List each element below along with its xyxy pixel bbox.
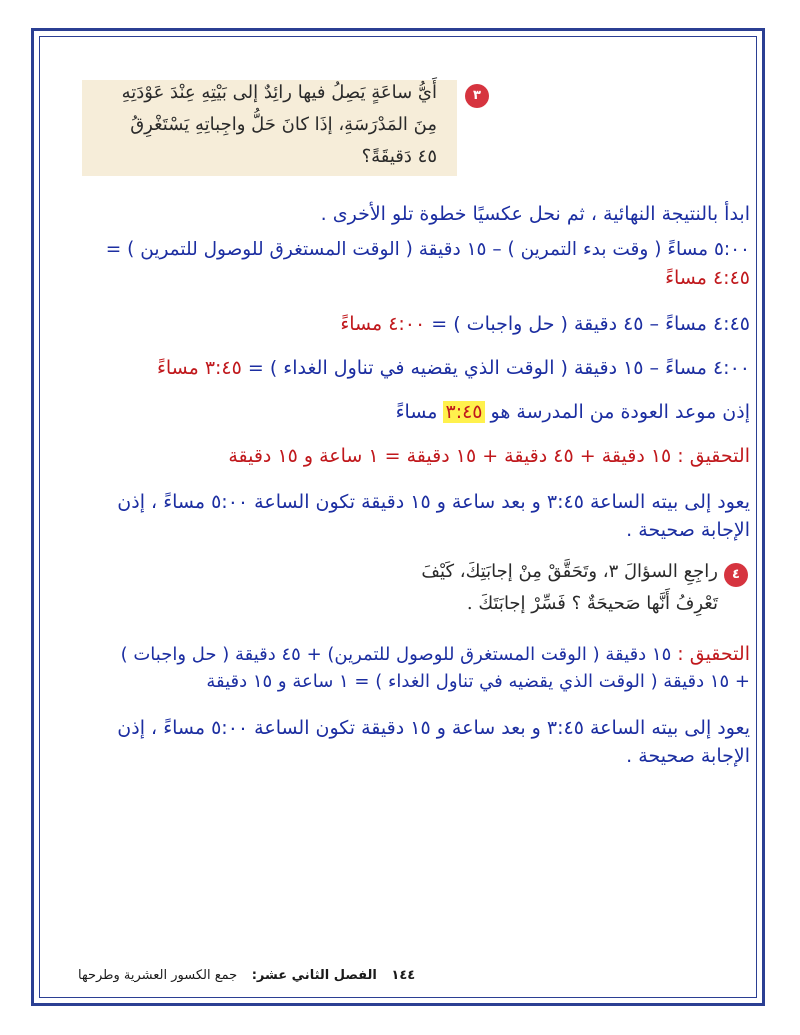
solution-intro: ابدأ بالنتيجة النهائية ، ثم نحل عكسيًا خطوة تلو الأخرى . bbox=[320, 203, 750, 225]
question-3-line-1: أَيُّ ساعَةٍ يَصِلُ فيها رائِدٌ إلى بَيْتِهِ عِنْدَ عَوْدَتِهِ bbox=[121, 82, 437, 103]
solution2-check-text-1: ١٥ دقيقة ( الوقت المستغرق للوصول للتمرين) + ٤٥ دقيقة ( حل واجبات ) bbox=[120, 644, 672, 665]
question-3-line-3: ٤٥ دَقيقَةً؟ bbox=[361, 146, 437, 167]
question-3-box bbox=[82, 80, 481, 176]
solution2-check-label: التحقيق : bbox=[671, 643, 750, 665]
question-4-number-badge: ٤ bbox=[724, 563, 748, 587]
footer-page-number: ١٤٤ bbox=[391, 968, 416, 983]
solution-step-3-result: ٣:٤٥ مساءً bbox=[156, 357, 242, 379]
solution2-check-line-2: + ١٥ دقيقة ( الوقت الذي يقضيه في تناول الغداء ) = ١ ساعة و ١٥ دقيقة bbox=[206, 671, 750, 692]
solution-step-2 bbox=[340, 310, 750, 338]
solution-verify-line-2: الإجابة صحيحة . bbox=[626, 519, 750, 541]
solution-step-1: ٥:٠٠ مساءً ( وقت بدء التمرين ) – ١٥ دقيقة ( الوقت المستغرق للوصول للتمرين ) = bbox=[105, 239, 750, 260]
question-4-line-2: تَعْرِفُ أَنَّها صَحيحَةٌ ؟ فَسِّرْ إجابَتَكَ . bbox=[466, 593, 718, 614]
solution-check: التحقيق : ١٥ دقيقة + ٤٥ دقيقة + ١٥ دقيقة = ١ ساعة و ١٥ دقيقة bbox=[228, 445, 750, 467]
question-3-line-2: مِنَ المَدْرَسَةِ، إذَا كانَ حَلُّ واجِباتِهِ يَسْتَغْرِقُ bbox=[130, 114, 437, 135]
question-3-number-badge: ٣ bbox=[465, 84, 489, 108]
solution2-verify-line-1: يعود إلى بيته الساعة ٣:٤٥ و بعد ساعة و ١٥ دقيقة تكون الساعة ٥:٠٠ مساءً ، إذن bbox=[117, 717, 750, 739]
conclusion-highlighted-time: ٣:٤٥ bbox=[445, 401, 483, 423]
footer-chapter: الفصل الثاني عشر: bbox=[251, 968, 377, 983]
conclusion-prefix: إذن موعد العودة من المدرسة هو bbox=[484, 401, 750, 423]
question-4-line-1: راجِعِ السؤالَ ٣، وتَحَقَّقْ مِنْ إجابَتِكَ، كَيْفَ bbox=[421, 561, 718, 582]
solution2-verify-line-2: الإجابة صحيحة . bbox=[626, 745, 750, 767]
page-footer bbox=[78, 968, 415, 983]
footer-topic: جمع الكسور العشرية وطرحها bbox=[78, 968, 238, 983]
solution-step-2-text: ٤:٤٥ مساءً – ٤٥ دقيقة ( حل واجبات ) = bbox=[425, 313, 750, 335]
solution-step-1-result: ٤:٤٥ مساءً bbox=[665, 267, 750, 289]
solution-step-3 bbox=[157, 354, 750, 382]
solution-conclusion bbox=[396, 398, 750, 426]
conclusion-suffix: مساءً bbox=[395, 401, 444, 423]
solution-step-2-result: ٤:٠٠ مساءً bbox=[340, 313, 426, 335]
solution-verify-line-1: يعود إلى بيته الساعة ٣:٤٥ و بعد ساعة و ١٥ دقيقة تكون الساعة ٥:٠٠ مساءً ، إذن bbox=[117, 491, 750, 513]
solution-step-3-text: ٤:٠٠ مساءً – ١٥ دقيقة ( الوقت الذي يقضيه في تناول الغداء ) = bbox=[241, 357, 750, 379]
solution2-check-line-1 bbox=[121, 640, 750, 669]
